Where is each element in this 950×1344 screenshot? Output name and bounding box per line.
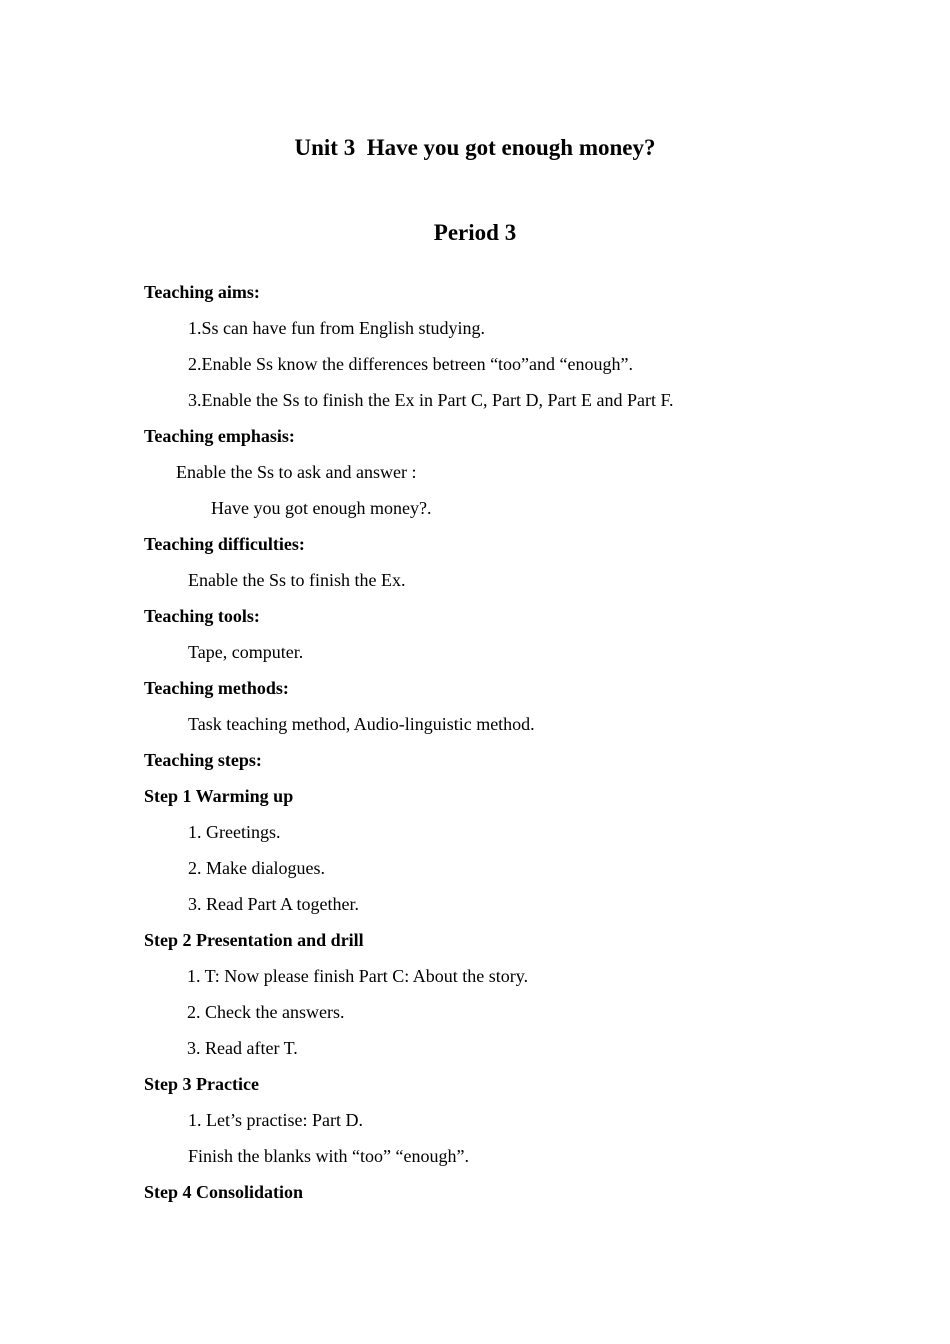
step2-heading: Step 2 Presentation and drill (144, 930, 364, 950)
step1-item: 2. Make dialogues. (188, 858, 325, 878)
aims-item: 1.Ss can have fun from English studying. (188, 318, 485, 338)
step1-item: 1. Greetings. (188, 822, 281, 842)
methods-item: Task teaching method, Audio-linguistic method. (188, 714, 535, 734)
step2-item: 1. T: Now please finish Part C: About the story. (187, 966, 529, 986)
emphasis-item: Have you got enough money?. (211, 498, 432, 518)
aims-item: 3.Enable the Ss to finish the Ex in Part C, Part D, Part E and Part F. (188, 390, 674, 410)
step3-item: 1. Let’s practise: Part D. (188, 1110, 363, 1130)
aims-heading: Teaching aims: (144, 282, 260, 302)
document-title: Unit 3 Have you got enough money? (294, 135, 656, 160)
emphasis-item: Enable the Ss to ask and answer : (176, 462, 417, 482)
step1-item: 3. Read Part A together. (188, 894, 359, 914)
emphasis-heading: Teaching emphasis: (144, 426, 295, 446)
step3-heading: Step 3 Practice (144, 1074, 259, 1094)
aims-item: 2.Enable Ss know the differences betreen “too”and “enough”. (188, 354, 633, 374)
step2-item: 2. Check the answers. (187, 1002, 345, 1022)
methods-heading: Teaching methods: (144, 678, 289, 698)
steps-heading: Teaching steps: (144, 750, 262, 770)
difficulties-item: Enable the Ss to finish the Ex. (188, 570, 406, 590)
step1-heading: Step 1 Warming up (144, 786, 294, 806)
step3-item: Finish the blanks with “too” “enough”. (188, 1146, 469, 1166)
tools-item: Tape, computer. (188, 642, 304, 662)
document-subtitle: Period 3 (433, 220, 517, 245)
step2-item: 3. Read after T. (187, 1038, 298, 1058)
step4-heading: Step 4 Consolidation (144, 1182, 304, 1202)
tools-heading: Teaching tools: (144, 606, 260, 626)
difficulties-heading: Teaching difficulties: (144, 534, 305, 554)
